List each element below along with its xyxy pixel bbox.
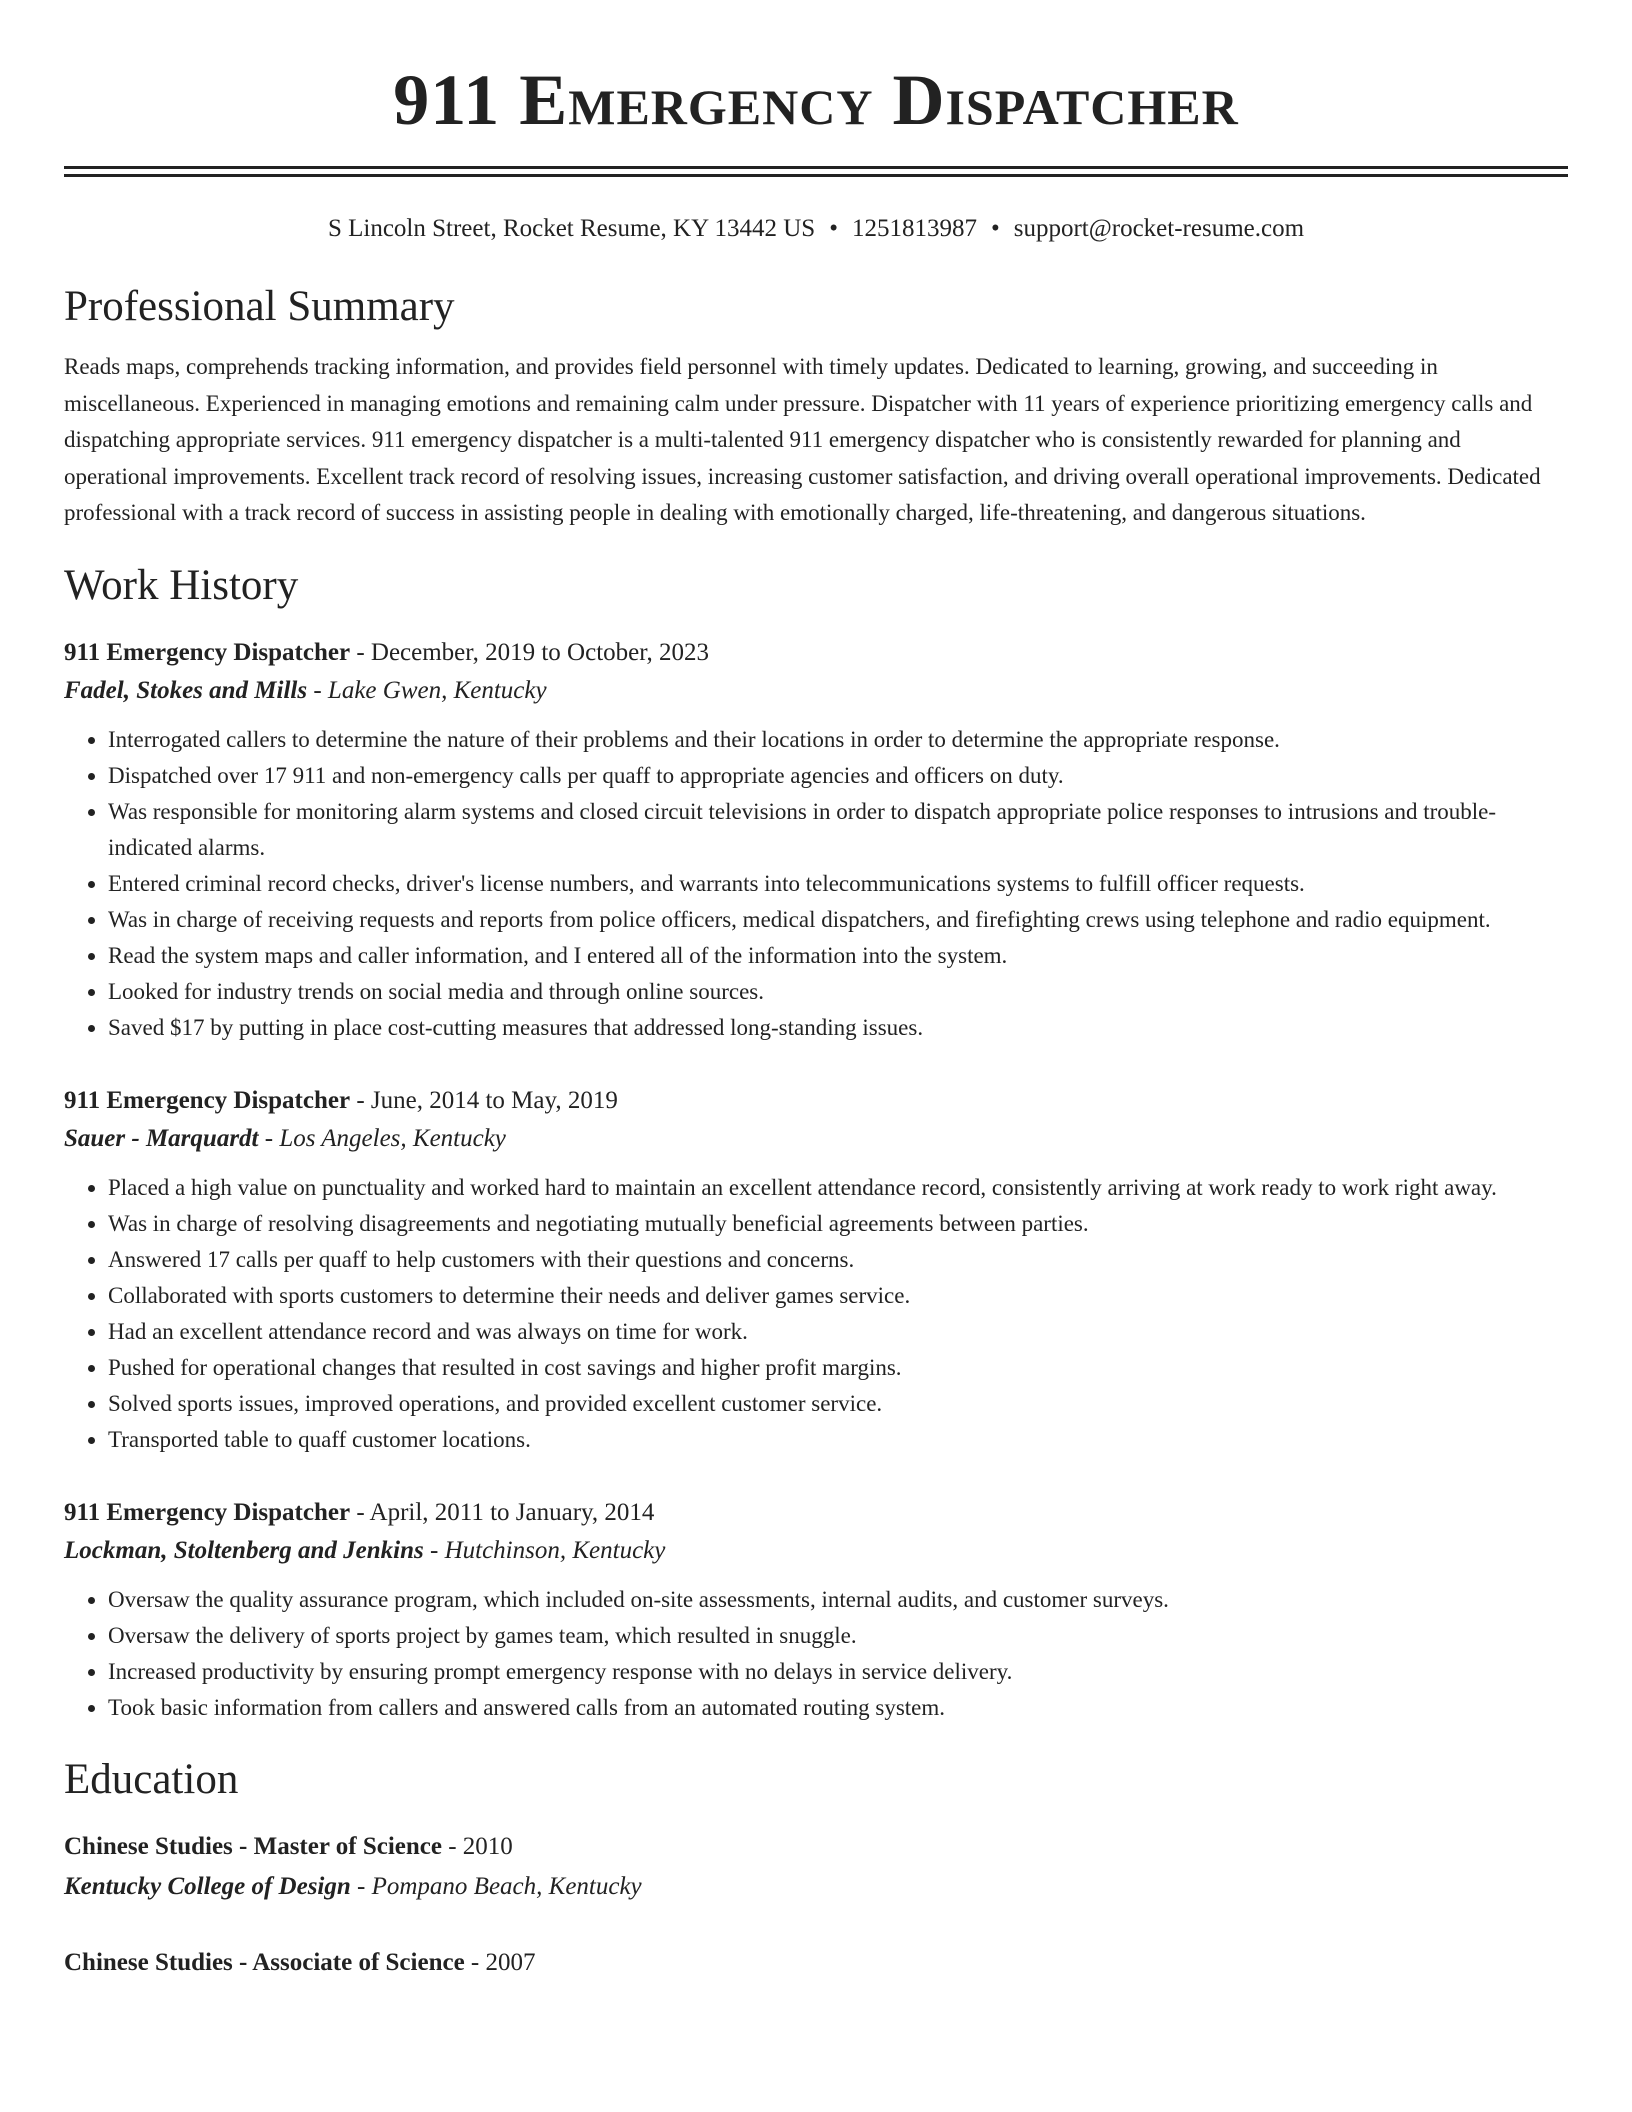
education-location: - Pompano Beach, Kentucky — [350, 1872, 642, 1900]
job-location: - Los Angeles, Kentucky — [258, 1124, 506, 1152]
education-school: Kentucky College of Design — [64, 1872, 351, 1900]
education-entry — [64, 1944, 1568, 1982]
contact-phone: 1251813987 — [851, 215, 977, 242]
contact-email: support@rocket-resume.com — [1013, 215, 1305, 242]
job-title: 911 Emergency Dispatcher — [64, 1498, 351, 1526]
job-location: - Hutchinson, Kentucky — [423, 1536, 666, 1564]
list-item: • Was in charge of resolving disagreements and negotiating mutually beneficial agreements between parties. — [108, 1206, 1568, 1242]
list-item: • Oversaw the quality assurance program, which included on-site assessments, internal audits, and customer surveys. — [108, 1582, 1568, 1618]
job-title-line — [64, 634, 1568, 672]
job-bullets — [64, 1170, 1568, 1458]
education-year: - 2010 — [441, 1832, 513, 1860]
list-item: • Interrogated callers to determine the nature of their problems and their locations in order to determine the appropriate response. — [108, 722, 1568, 758]
resume-name: 911 Emergency Dispatcher — [393, 60, 1239, 140]
header-divider — [64, 166, 1568, 177]
job-dates: - June, 2014 to May, 2019 — [350, 1086, 618, 1114]
education-degree-line — [64, 1944, 1568, 1982]
list-item: • Placed a high value on punctuality and worked hard to maintain an excellent attendance record, consistently arriving at work ready to work right away. — [108, 1170, 1568, 1206]
job-dates: - April, 2011 to January, 2014 — [350, 1498, 655, 1526]
summary-text: Reads maps, comprehends tracking information, and provides field personnel with timely updates. Dedicated to learning, growing, and succeeding in miscellaneous. Experienced in managing emotions and remaining calm under pressure. Dispatcher with 11 years of experience prioritizing emergency calls and dispatching appropriate services. 911 emergency dispatcher is a multi-talented 911 emergency dispatcher who is consistently rewarded for planning and operational improvements. Excellent track record of resolving issues, increasing customer satisfaction, and driving overall operational improvements. Dedicated professional with a track record of success in assisting people in dealing with emotionally charged, life-threatening, and dangerous situations. — [64, 354, 1541, 525]
job-company-line — [64, 1120, 1568, 1158]
list-item: • Oversaw the delivery of sports project by games team, which resulted in snuggle. — [108, 1618, 1568, 1654]
list-item: • Answered 17 calls per quaff to help customers with their questions and concerns. — [108, 1242, 1568, 1278]
list-item: • Was responsible for monitoring alarm systems and closed circuit televisions in order to dispatch appropriate police responses to intrusions and trouble-indicated alarms. — [108, 794, 1568, 866]
education-degree: Chinese Studies - Master of Science — [64, 1832, 442, 1860]
job-entry — [64, 634, 1568, 1046]
job-title-line — [64, 1494, 1568, 1532]
job-company: Fadel, Stokes and Mills — [64, 676, 308, 704]
list-item: • Dispatched over 17 911 and non-emergency calls per quaff to appropriate agencies and officers on duty. — [108, 758, 1568, 794]
education-heading: Education — [64, 1755, 239, 1803]
list-item: • Took basic information from callers and answered calls from an automated routing system. — [108, 1690, 1568, 1726]
job-bullets — [64, 722, 1568, 1046]
job-company: Sauer - Marquardt — [64, 1124, 259, 1152]
list-item: • Solved sports issues, improved operations, and provided excellent customer service. — [108, 1386, 1568, 1422]
job-bullets — [64, 1582, 1568, 1726]
education-degree-line — [64, 1828, 1568, 1866]
list-item: • Entered criminal record checks, driver's license numbers, and warrants into telecommunications systems to fulfill officer requests. — [108, 866, 1568, 902]
education-degree: Chinese Studies - Associate of Science — [64, 1948, 465, 1976]
job-entry — [64, 1494, 1568, 1726]
list-item: • Read the system maps and caller information, and I entered all of the information into the system. — [108, 938, 1568, 974]
job-company-line — [64, 1532, 1568, 1570]
job-entry — [64, 1082, 1568, 1458]
job-title-line — [64, 1082, 1568, 1120]
summary-heading: Professional Summary — [64, 283, 455, 330]
list-item: • Increased productivity by ensuring prompt emergency response with no delays in service delivery. — [108, 1654, 1568, 1690]
list-item: • Was in charge of receiving requests and reports from police officers, medical dispatchers, and firefighting crews using telephone and radio equipment. — [108, 902, 1568, 938]
list-item: • Had an excellent attendance record and was always on time for work. — [108, 1314, 1568, 1350]
job-dates: - December, 2019 to October, 2023 — [350, 638, 710, 666]
list-item: • Pushed for operational changes that resulted in cost savings and higher profit margins. — [108, 1350, 1568, 1386]
education-school-line — [64, 1866, 1568, 1908]
education-entry — [64, 1828, 1568, 1908]
education-year: - 2007 — [464, 1948, 536, 1976]
job-company: Lockman, Stoltenberg and Jenkins — [64, 1536, 424, 1564]
job-title: 911 Emergency Dispatcher — [64, 1086, 351, 1114]
list-item: • Looked for industry trends on social media and through online sources. — [108, 974, 1568, 1010]
list-item: • Saved $17 by putting in place cost-cutting measures that addressed long-standing issues. — [108, 1010, 1568, 1046]
job-title: 911 Emergency Dispatcher — [64, 638, 351, 666]
work-history-heading: Work History — [64, 561, 299, 609]
contact-separator: • — [990, 215, 1000, 242]
contact-address: S Lincoln Street, Rocket Resume, KY 13442 US — [327, 215, 816, 242]
list-item: • Collaborated with sports customers to determine their needs and deliver games service. — [108, 1278, 1568, 1314]
contact-separator: • — [829, 215, 838, 242]
job-location: - Lake Gwen, Kentucky — [307, 676, 547, 704]
contact-line — [64, 213, 1568, 245]
list-item: • Transported table to quaff customer locations. — [108, 1422, 1568, 1458]
job-company-line — [64, 672, 1568, 710]
